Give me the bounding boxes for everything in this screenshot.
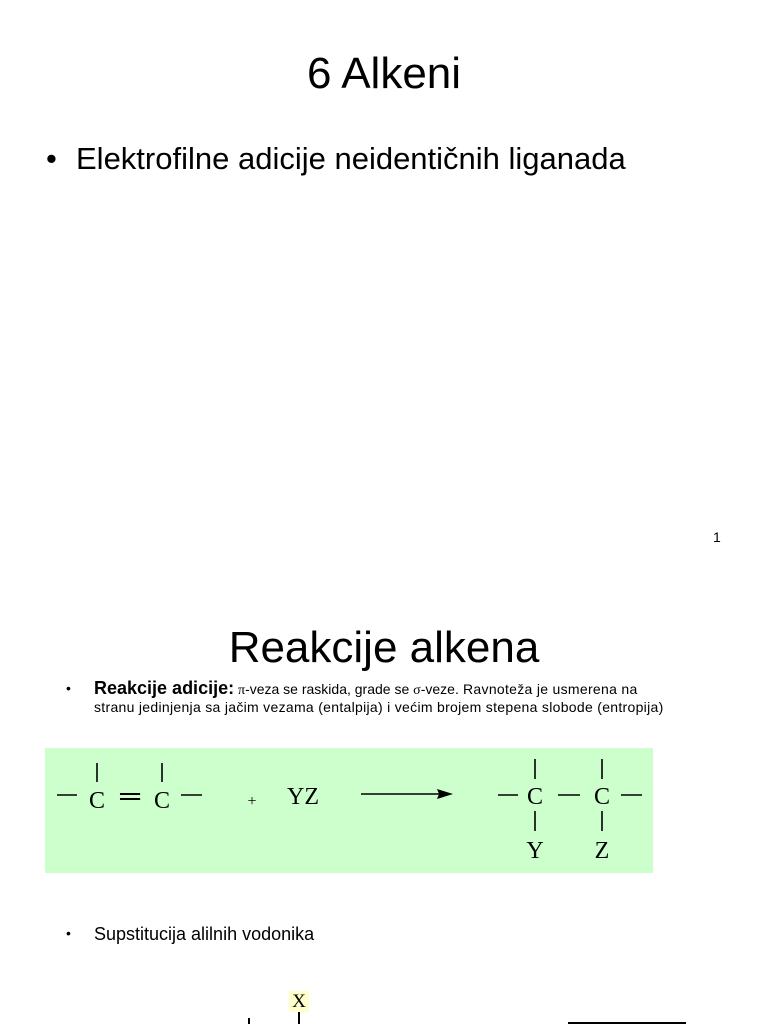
bullet-item-addition	[66, 680, 666, 716]
substituent-z: Z	[594, 838, 610, 864]
double-bond: ═	[120, 781, 140, 812]
bullet-lead: Reakcije adicije:	[94, 678, 235, 698]
sigma-symbol: σ	[413, 683, 421, 698]
bullet-text-a: -veza se raskida, grade se	[245, 681, 414, 697]
reactant-atom-1: C	[88, 788, 106, 814]
slide-title: Reakcije alkena	[228, 623, 540, 672]
arrow-head	[437, 789, 453, 799]
bullet-text-c: Ravnoteža je usmerena na stranu jedinjenja sa jačim vezama (entalpija) i većim brojem stepena slobode (entropija)	[94, 681, 664, 715]
reaction-diagram	[45, 748, 653, 873]
bullet-text-b: -veze.	[420, 681, 459, 697]
bullet-marker: •	[46, 141, 57, 176]
product-atom-2: C	[593, 784, 611, 810]
plus-sign: +	[247, 793, 257, 810]
slide-title: 6 Alkeni	[306, 49, 462, 98]
reagent-formula: YZ	[287, 784, 319, 810]
bullet-text	[94, 680, 666, 716]
bullet-text: Elektrofilne adicije neidentičnih liganada	[76, 141, 626, 176]
substituent-x-label: X	[289, 991, 309, 1012]
product-atom-1: C	[526, 784, 544, 810]
bond-line	[298, 1012, 300, 1024]
bullet-item-substitution	[66, 922, 314, 945]
substituent-y: Y	[526, 838, 544, 864]
reactant-atom-2: C	[153, 788, 171, 814]
bullet-text: Supstitucija alilnih vodonika	[94, 924, 315, 944]
bullet-marker: •	[66, 925, 71, 941]
bullet-item	[46, 140, 626, 178]
page-number: 1	[713, 529, 721, 545]
reaction-scheme	[45, 748, 653, 873]
bond-line	[248, 1018, 250, 1024]
bullet-marker: •	[66, 680, 71, 696]
slide-2	[0, 600, 768, 1024]
pi-symbol: π	[237, 683, 246, 698]
